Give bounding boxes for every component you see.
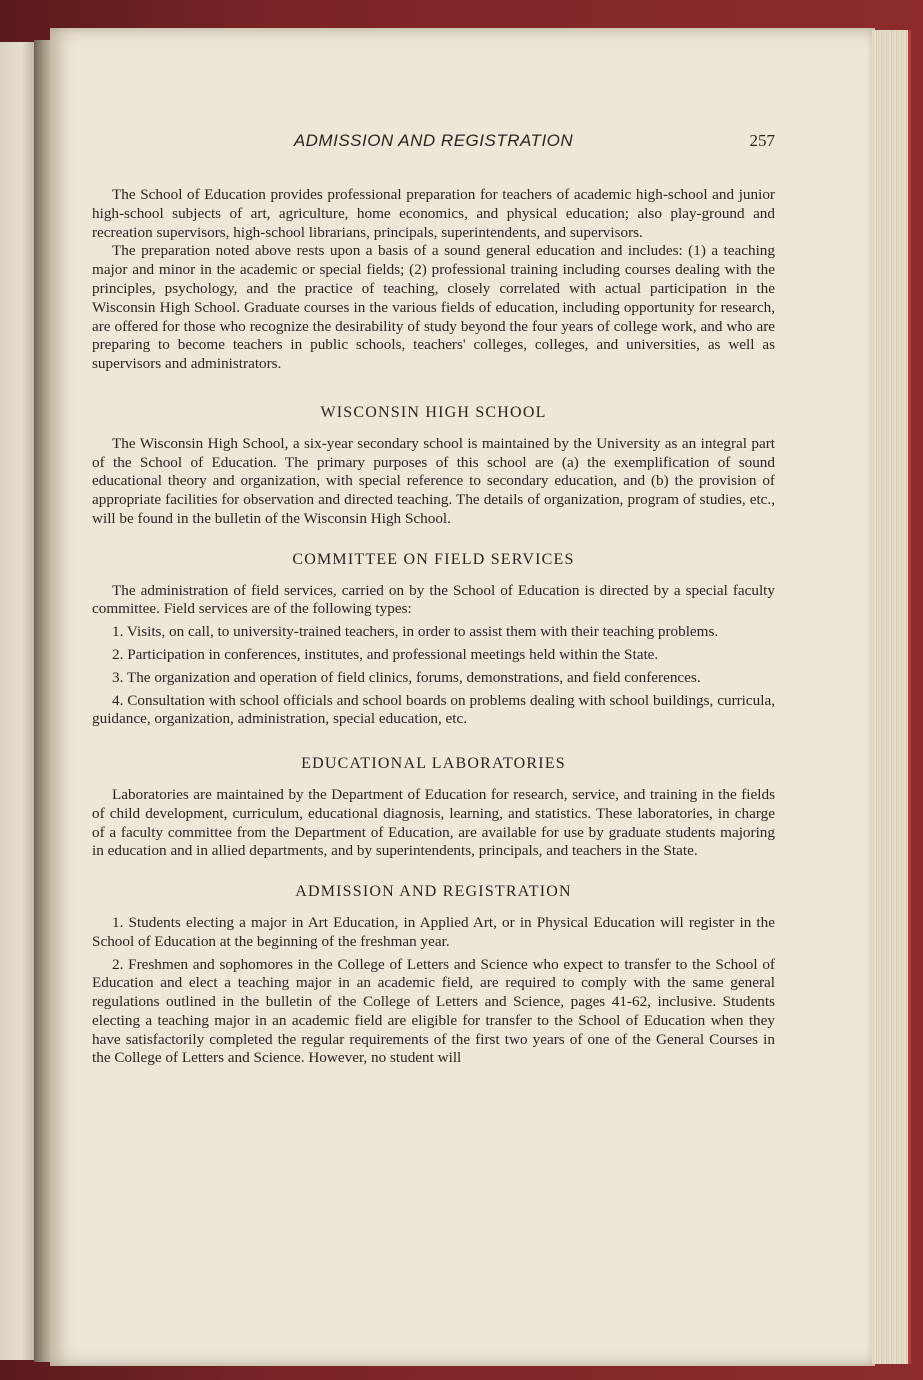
intro-paragraph-1: The School of Education provides professional preparation for teachers of academic high-school and junior high-school subjects of art, agriculture, home economics, and physical education; also play-ground and recreation supervisors, high-school librarians, principals, superintendents, and supervisors. — [92, 186, 775, 241]
page-edges — [872, 30, 911, 1364]
field-service-item: 2. Participation in conferences, institutes, and professional meetings held within the State. — [112, 645, 659, 663]
running-head-title: ADMISSION AND REGISTRATION — [293, 131, 574, 150]
heading-educational-laboratories: EDUCATIONAL LABORATORIES — [301, 755, 566, 773]
field-service-item: 4. Consultation with school officials and school boards on problems dealing with school buildings, curricula, guidance, organization, administration, special education, etc. — [92, 691, 775, 728]
page-content — [92, 186, 775, 1068]
field-service-item: 3. The organization and operation of field clinics, forums, demonstrations, and field conferences. — [112, 668, 701, 686]
heading-field-services: COMMITTEE ON FIELD SERVICES — [292, 550, 575, 568]
laboratories-paragraph: Laboratories are maintained by the Department of Education for research, service, and training in the fields of child development, curriculum, educational diagnosis, learning, and statistics. These laboratories, in charge of a faculty committee from the Department of Education, are available for use by graduate students majoring in education and in allied departments, and by superintendents, principals, and teachers in the State. — [92, 785, 775, 860]
field-service-item: 1. Visits, on call, to university-trained teachers, in order to assist them with their teaching problems. — [112, 623, 719, 641]
admission-item: 1. Students electing a major in Art Education, in Applied Art, or in Physical Education will register in the School of Education at the beginning of the freshman year. — [92, 913, 775, 950]
field-services-paragraph: The administration of field services, carried on by the School of Education is directed by a special faculty committee. Field services are of the following types: — [92, 581, 775, 618]
wisconsin-paragraph: The Wisconsin High School, a six-year secondary school is maintained by the University as an integral part of the School of Education. The primary purposes of this school are (a) the exemplification of sound educational theory and organization, with special reference to secondary education, and (b) the provision of appropriate facilities for observation and directed teaching. The details of organization, program of studies, etc., will be found in the bulletin of the Wisconsin High School. — [92, 434, 775, 527]
running-head — [92, 131, 775, 157]
page-number: 257 — [749, 131, 775, 150]
intro-paragraph-2: The preparation noted above rests upon a basis of a sound general education and includes: (1) a teaching major and minor in the academic or special fields; (2) professional training including courses dealing with the principles, psychology, and the practice of teaching, closely correlated with actual participation in the Wisconsin High School. Graduate courses in the various fields of education, including opportunity for research, are offered for those who recognize the desirability of study beyond the four years of college work, and who are preparing to become teachers in public schools, teachers' colleges, colleges, and universities, as well as supervisors and administrators. — [92, 242, 775, 373]
heading-admission-registration: ADMISSION AND REGISTRATION — [295, 883, 572, 901]
previous-page-edge — [0, 42, 36, 1360]
heading-wisconsin-high-school: WISCONSIN HIGH SCHOOL — [320, 403, 547, 421]
admission-item: 2. Freshmen and sophomores in the College of Letters and Science who expect to transfer to the School of Education and elect a teaching major in an academic field, are required to comply with the same general regulations outlined in the bulletin of the College of Letters and Science, pages 41-62, inclusive. Students electing a teaching major in an academic field are eligible for transfer to the School of Education when they have satisfactorily completed the regular requirements of the first two years of one of the General Courses in the College of Letters and Science. However, no student will — [92, 955, 775, 1067]
